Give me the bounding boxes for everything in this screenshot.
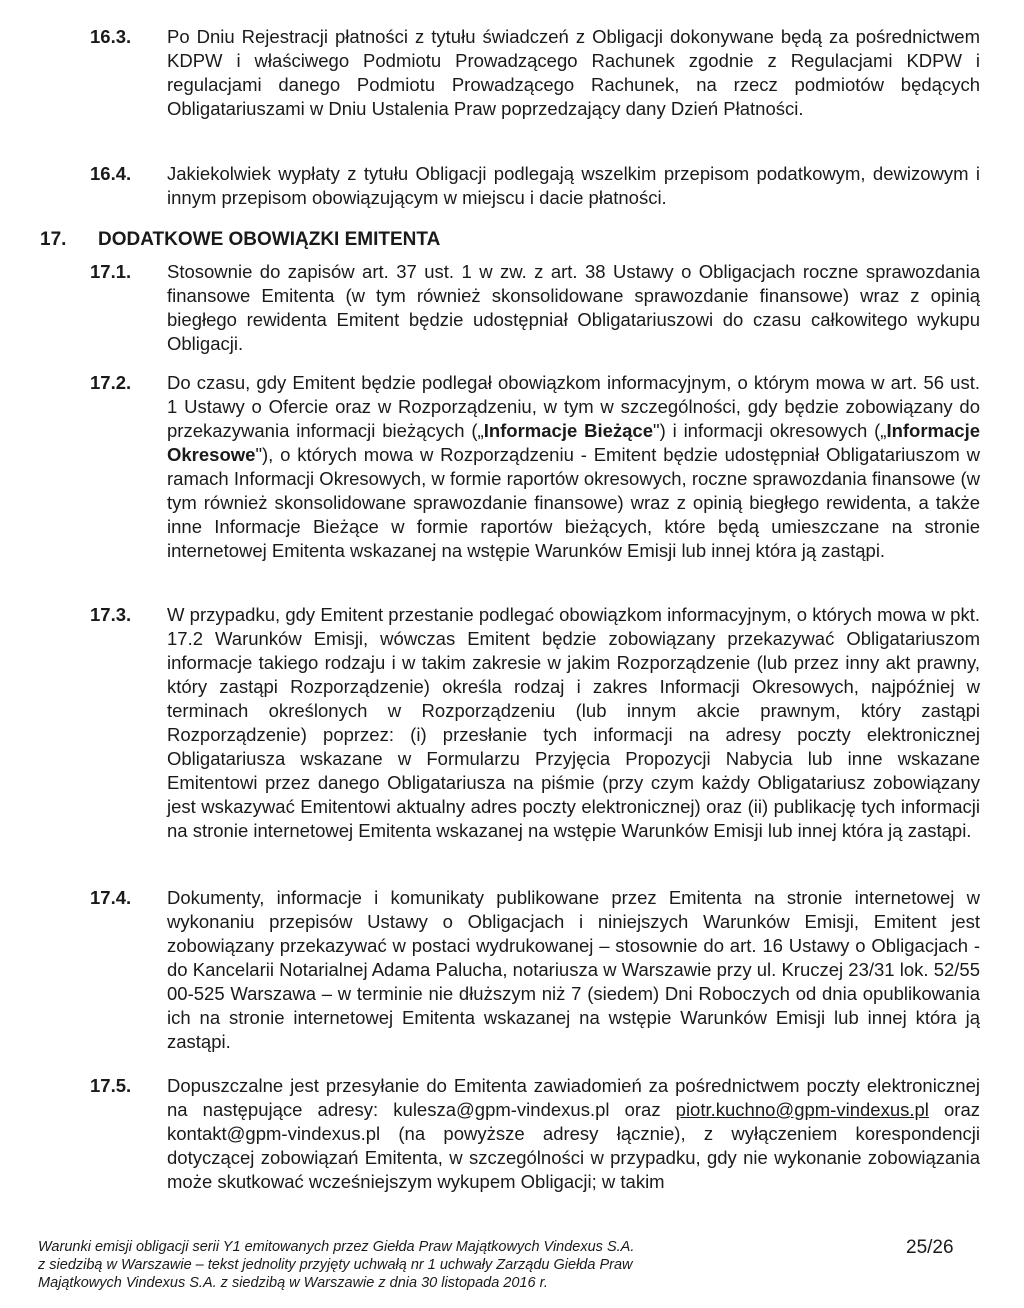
paragraph-number: 17.4. xyxy=(90,887,132,908)
section-number: 17. xyxy=(40,229,67,250)
footer-line: z siedzibą w Warszawie – tekst jednolity przyjęty uchwałą nr 1 uchwały Zarządu Giełda Praw xyxy=(38,1257,633,1273)
paragraph-17-4 xyxy=(90,886,980,1054)
paragraph-17-3 xyxy=(90,603,980,843)
page-number: 25/26 xyxy=(906,1237,954,1258)
paragraph-17-1 xyxy=(90,260,980,356)
paragraph-text: Dokumenty, informacje i komunikaty publikowane przez Emitenta na stronie internetowej w wykonaniu przepisów Ustawy o Obligacjach i niniejszych Warunków Emisji, Emitent jest zobowiązany przekazywać w postaci wydrukowanej – stosownie do art. 16 Ustawy o Obligacjach - do Kancelarii Notarialnej Adama Palucha, notariusza w Warszawie przy ul. Kruczej 23/31 lok. 52/55 00-525 Warszawa – w terminie nie dłuższym niż 7 (siedem) Dni Roboczych od dnia opublikowania ich na stronie internetowej Emitenta wskazanej na wstępie Warunków Emisji lub innej która ją zastąpi. xyxy=(167,887,980,1052)
paragraph-17-2 xyxy=(90,371,980,563)
footer-line: Majątkowych Vindexus S.A. z siedzibą w Warszawie z dnia 30 listopada 2016 r. xyxy=(38,1275,548,1291)
text-run: "), o których mowa w Rozporządzeniu - Emitent będzie udostępniał Obligatariuszom w ramach Informacji Okresowych, w formie raportów okresowych, roczne sprawozdania finansowe (w tym również skonsolidowane sprawozdanie finansowe) wraz z opinią biegłego rewidenta, a także inne Informacje Bieżące w formie raportów bieżących, które będą umieszczane na stronie internetowej Emitenta wskazanej na wstępie Warunków Emisji lub innej która ją zastąpi. xyxy=(167,444,980,561)
text-run: Dopuszczalne jest przesyłanie do Emitenta zawiadomień za pośrednictwem poczty elektronicznej na następujące adresy: kulesza@gpm-vindexus.pl oraz xyxy=(167,1075,980,1120)
paragraph-number: 16.4. xyxy=(90,163,132,184)
footer-line: Warunki emisji obligacji serii Y1 emitowanych przez Giełda Praw Majątkowych Vindexus S.A. xyxy=(38,1239,635,1255)
text-run: Do czasu, gdy Emitent będzie podlegał obowiązkom informacyjnym, o którym mowa w art. 56 ust. 1 Ustawy o Ofercie oraz w Rozporządzeniu, w tym w szczególności, gdy będzie zobowiązany do przekazywania informacji bieżących („ xyxy=(167,372,980,441)
paragraph-text: Po Dniu Rejestracji płatności z tytułu świadczeń z Obligacji dokonywane będą za pośrednictwem KDPW i właściwego Podmiotu Prowadzącego Rachunek zgodnie z Regulacjami KDPW i regulacjami danego Podmiotu Prowadzącego Rachunek, na rzecz podmiotów będących Obligatariuszami w Dniu Ustalenia Praw poprzedzający dany Dzień Płatności. xyxy=(167,26,980,119)
paragraph-number: 17.1. xyxy=(90,261,132,282)
paragraph-text: Jakiekolwiek wypłaty z tytułu Obligacji podlegają wszelkim przepisom podatkowym, dewizowym i innym przepisom obowiązującym w miejscu i dacie płatności. xyxy=(167,163,980,208)
paragraph-number: 17.5. xyxy=(90,1075,132,1096)
paragraph-16-3 xyxy=(90,25,980,121)
paragraph-16-4 xyxy=(90,162,980,210)
defined-term: Informacje Bieżące xyxy=(483,420,654,441)
section-heading-17 xyxy=(40,228,440,252)
text-run: oraz kontakt@gpm-vindexus.pl (na powyższe adresy łącznie), z wyłączeniem korespondencji dotyczącej zobowiązań Emitenta, w szczególności w przypadku, gdy nie wykonanie zobowiązania może skutkować wcześniejszym wykupem Obligacji; w takim xyxy=(167,1099,980,1192)
defined-term: Informacje Okresowe xyxy=(167,420,980,465)
paragraph-17-5 xyxy=(90,1074,980,1194)
paragraph-text: W przypadku, gdy Emitent przestanie podlegać obowiązkom informacyjnym, o których mowa w pkt. 17.2 Warunków Emisji, wówczas Emitent będzie zobowiązany przekazywać Obligatariuszom informacje takiego rodzaju i w takim zakresie w jakim Rozporządzenie (lub przez inny akt prawny, który zastąpi Rozporządzenie) określa rodzaj i zakres Informacji Okresowych, najpóźniej w terminach określonych w Rozporządzeniu (lub innym akcie prawnym, który zastąpi Rozporządzenie) poprzez: (i) przesłanie tych informacji na adresy poczty elektronicznej Obligatariusza wskazane w Formularzu Przyjęcia Propozycji Nabycia lub inne wskazane Emitentowi przez danego Obligatariusza na piśmie (przy czym każdy Obligatariusz zobowiązany jest wskazywać Emitentowi aktualny adres poczty elektronicznej) oraz (ii) publikację tych informacji na stronie internetowej Emitenta wskazanej na wstępie Warunków Emisji lub innej która ją zastąpi. xyxy=(167,604,980,841)
paragraph-text: Stosownie do zapisów art. 37 ust. 1 w zw. z art. 38 Ustawy o Obligacjach roczne sprawozdania finansowe Emitenta (w tym również skonsolidowane sprawozdanie finansowe) wraz z opinią biegłego rewidenta Emitent będzie udostępniał Obligatariuszowi do czasu całkowitego wykupu Obligacji. xyxy=(167,261,980,354)
paragraph-number: 17.3. xyxy=(90,604,132,625)
email-link[interactable]: piotr.kuchno@gpm-vindexus.pl xyxy=(675,1099,929,1120)
paragraph-text xyxy=(167,371,980,563)
paragraph-number: 17.2. xyxy=(90,372,132,393)
footer-note xyxy=(38,1238,738,1292)
paragraph-text xyxy=(167,1074,980,1194)
text-run: ") i informacji okresowych („ xyxy=(653,420,887,441)
paragraph-number: 16.3. xyxy=(90,26,132,47)
section-title: DODATKOWE OBOWIĄZKI EMITENTA xyxy=(98,229,441,250)
